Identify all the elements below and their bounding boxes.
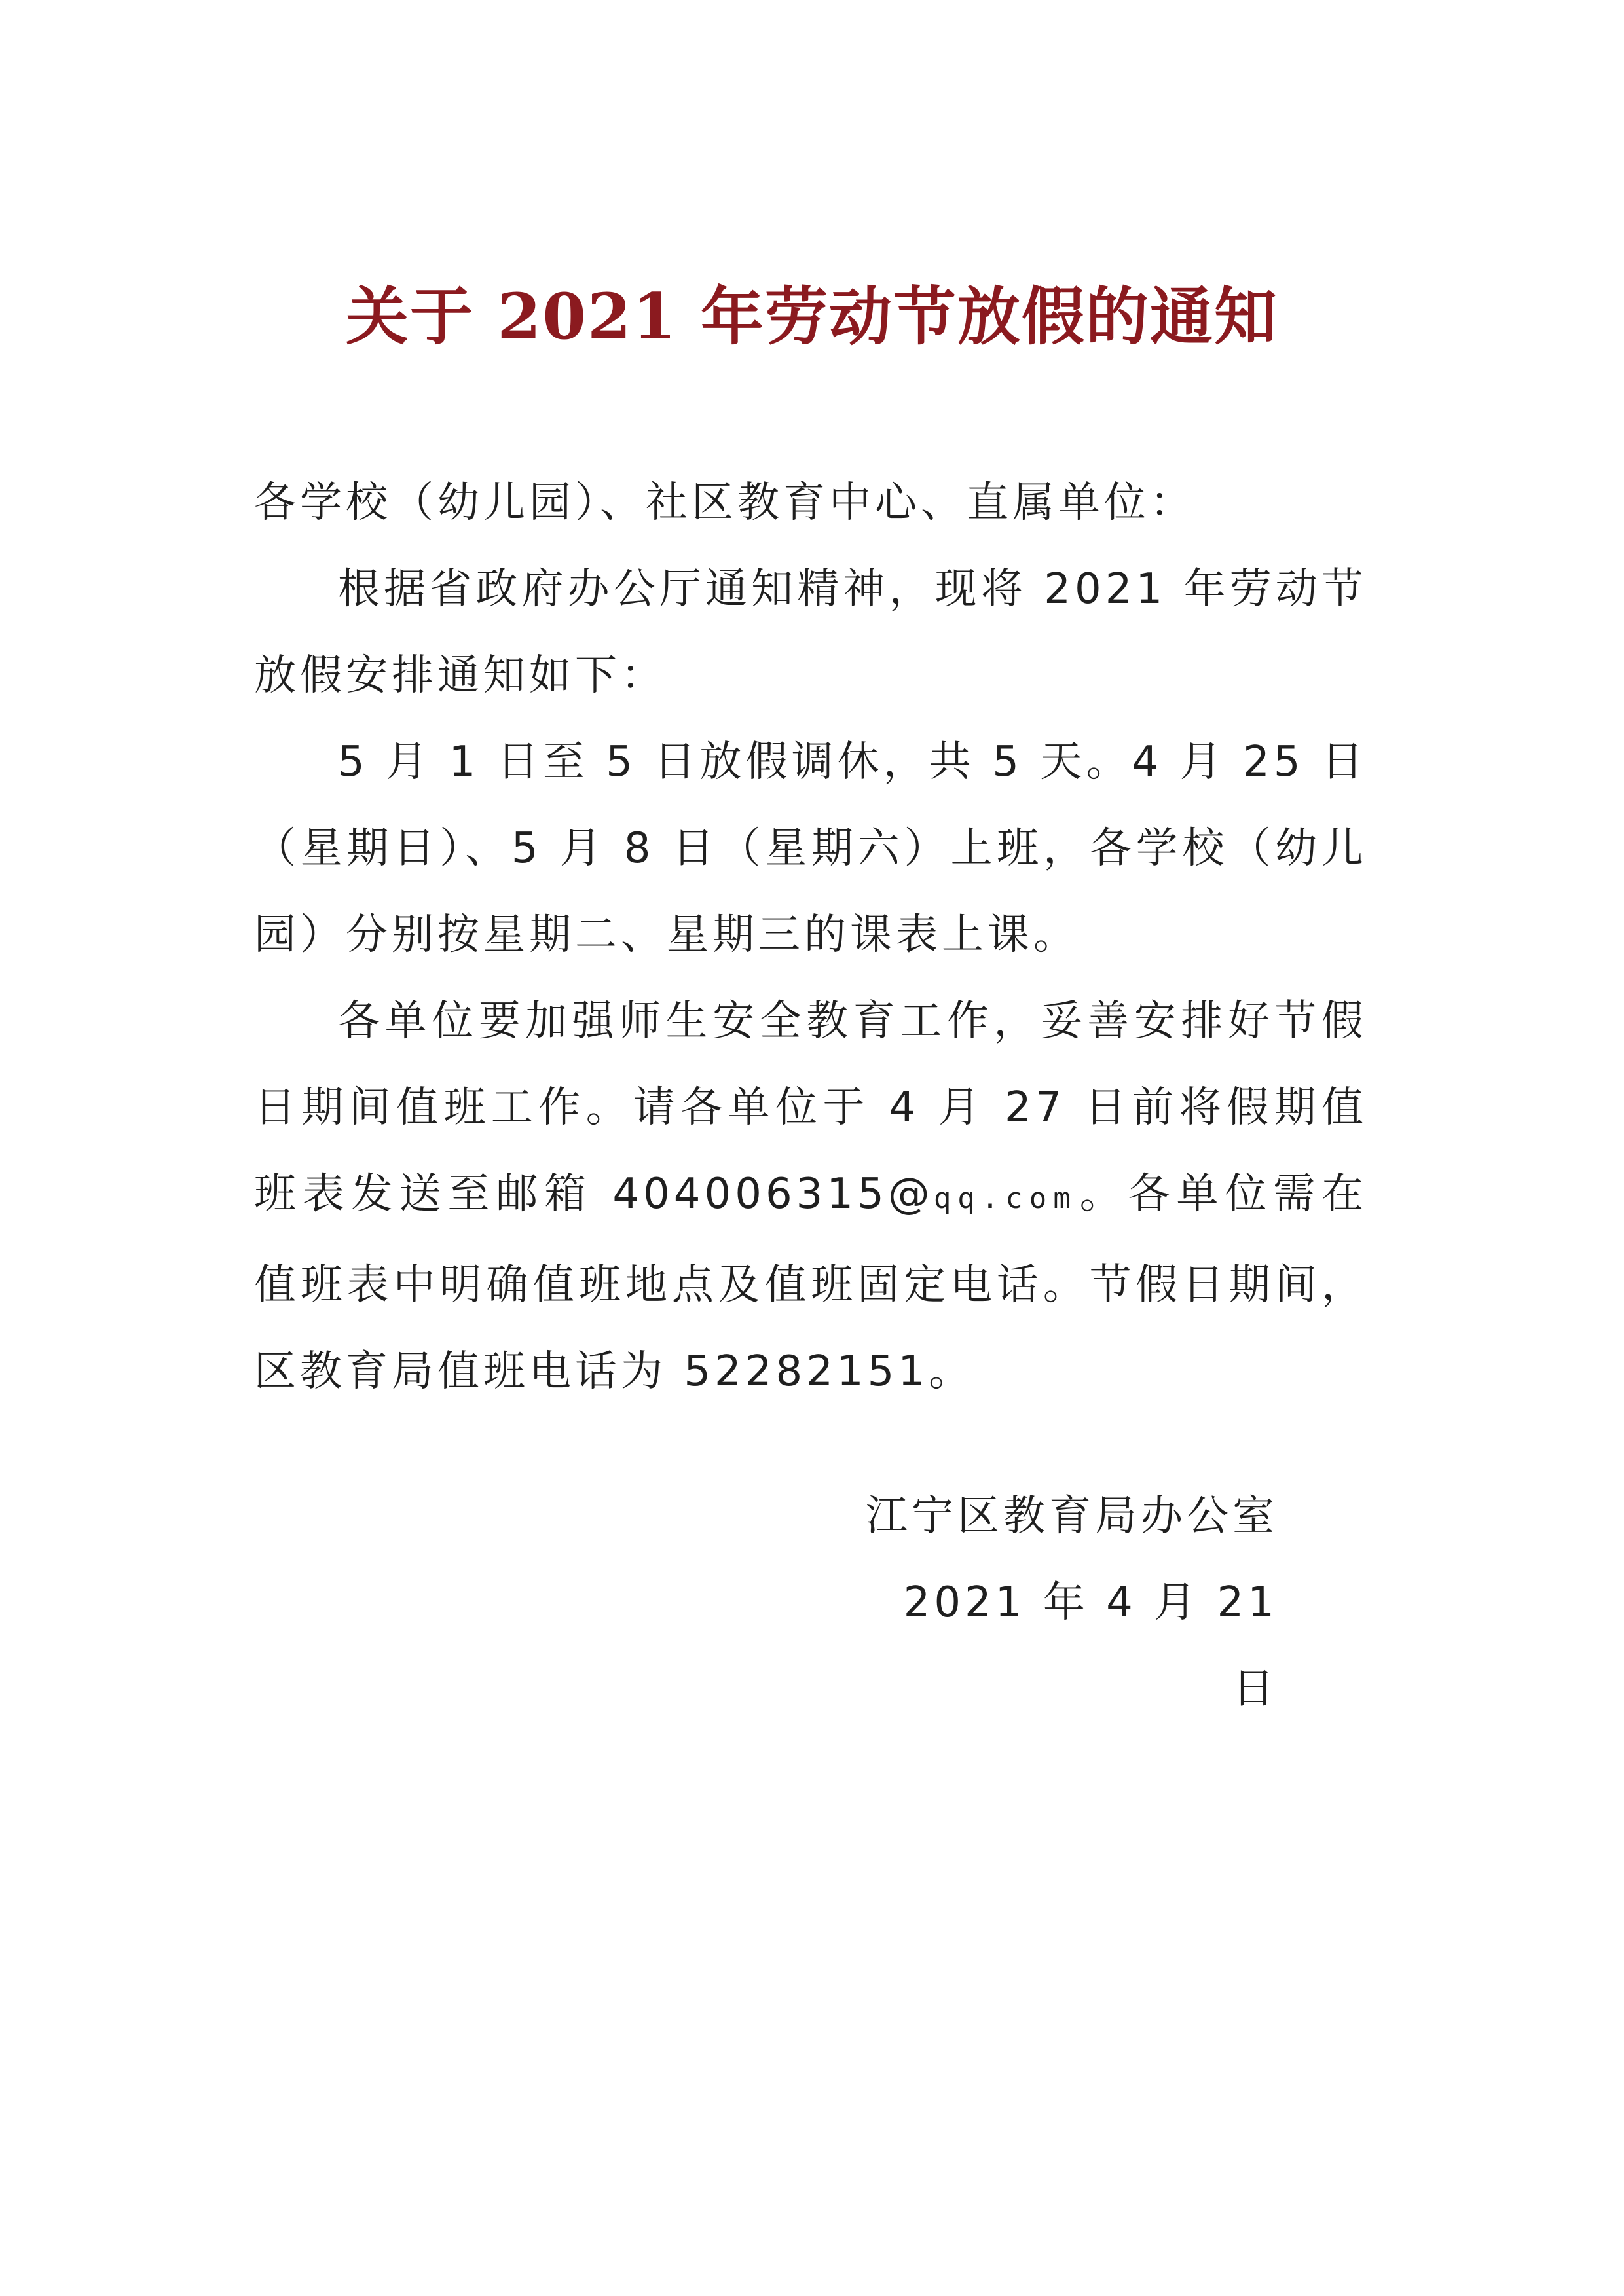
email-address bbox=[612, 1170, 1077, 1218]
paragraph-intro: 根据省政府办公厅通知精神，现将 2021 年劳动节放假安排通知如下： bbox=[254, 565, 1367, 700]
email-domain: qq.com bbox=[933, 1182, 1077, 1215]
signature-date: 2021 年 4 月 21 日 bbox=[903, 1578, 1278, 1713]
paragraph-schedule: 5 月 1 日至 5 日放假调休，共 5 天。4 月 25 日（星期日）、5 月 8 日（星期六）上班，各学校（幼儿园）分别按星期二、星期三的课表上课。 bbox=[254, 738, 1367, 959]
duty-text-part1: 各单位要加强师生安全教育工作，妥善安排好节假日期间值班工作。请各单位于 4 月 27 日前将假期值班表发送至邮箱 bbox=[254, 997, 1367, 1218]
paragraph-duty bbox=[254, 978, 1367, 1415]
salutation: 各学校（幼儿园）、社区教育中心、直属单位： bbox=[254, 479, 1196, 527]
email-local: 404006315@ bbox=[612, 1170, 934, 1218]
document-title: 关于 2021 年劳动节放假的通知 bbox=[345, 280, 1279, 354]
signature-org: 江宁区教育局办公室 bbox=[866, 1492, 1278, 1540]
duty-text-part2: 。各单位需在值班表中明确值班地点及值班固定电话。节假日期间，区教育局值班电话为 52282151。 bbox=[254, 1170, 1368, 1396]
signature-block bbox=[851, 1473, 1310, 1732]
document-body bbox=[254, 460, 1367, 1415]
